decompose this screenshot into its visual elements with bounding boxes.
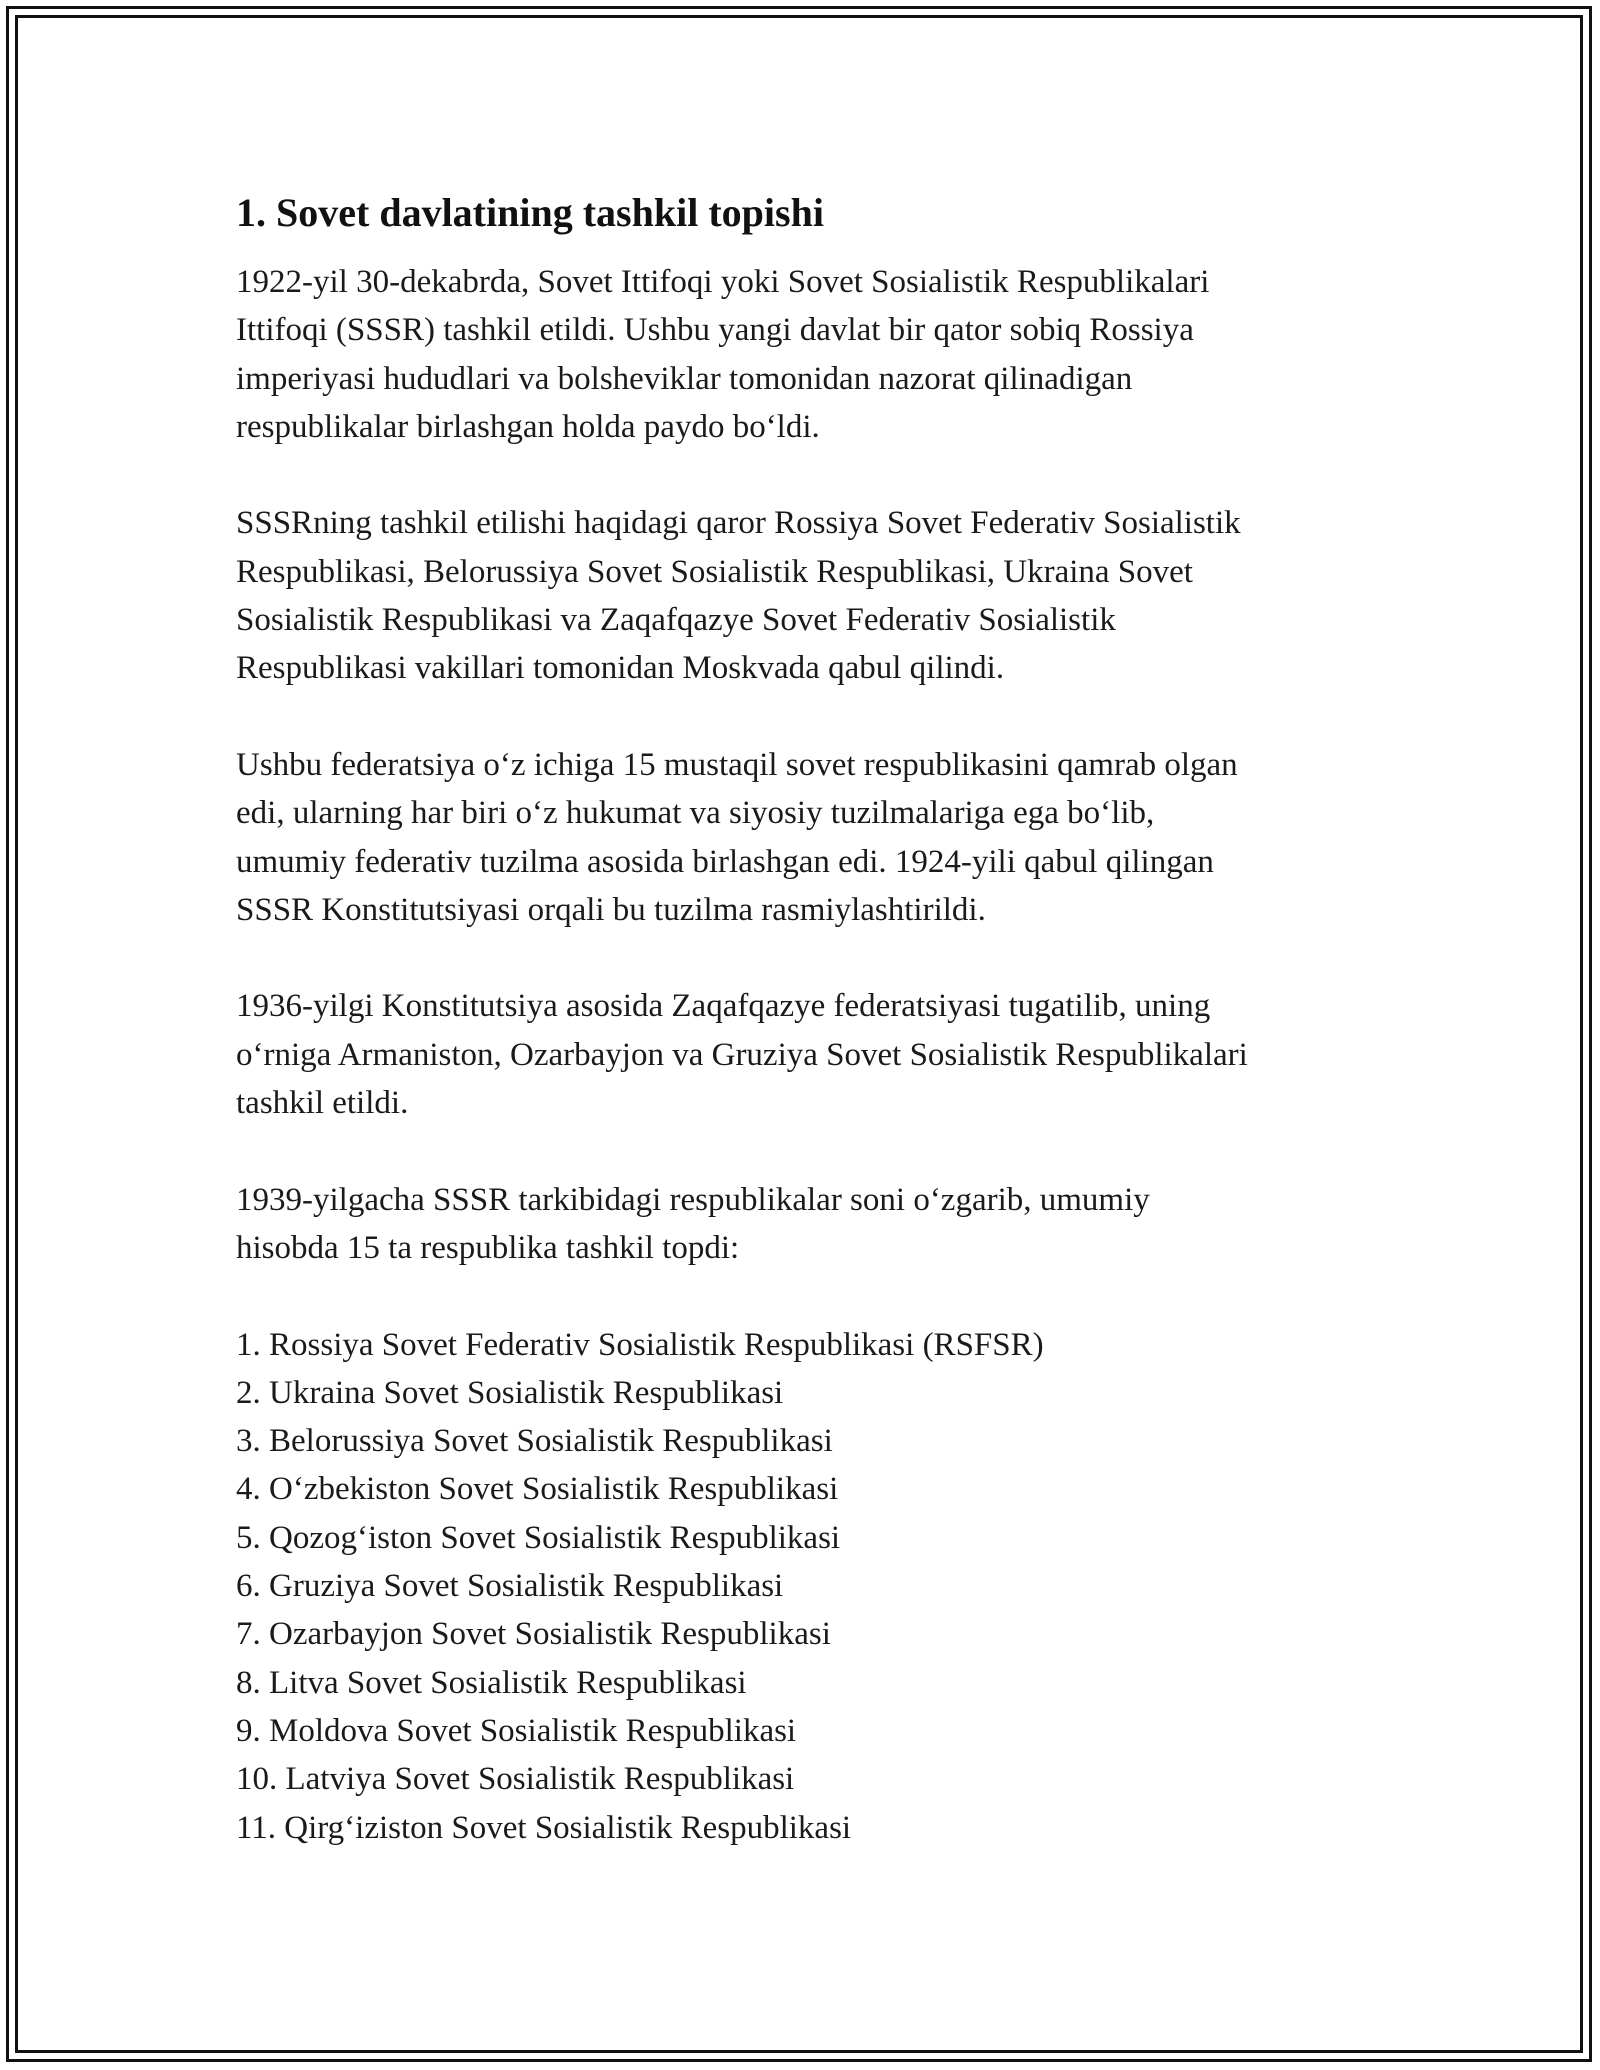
list-item-republic: 11. Qirg‘iziston Sovet Sosialistik Respublikasi [236, 1809, 852, 1846]
list-item-republic: 2. Ukraina Sovet Sosialistik Respublikasi [236, 1374, 784, 1411]
list-item-republic: 4. O‘zbekiston Sovet Sosialistik Respublikasi [236, 1471, 839, 1508]
list-item-republic: 5. Qozog‘iston Sovet Sosialistik Respublikasi [236, 1519, 841, 1556]
section-title: 1. Sovet davlatining tashkil topishi [236, 190, 824, 235]
paragraph-ussr-founding: 1922-yil 30-dekabrda, Sovet Ittifoqi yoki Sovet Sosialistik Respublikalari Ittifoqi (SSSR) tashkil etildi. Ushbu yangi davlat bir qator sobiq Rossiya imperiyasi hududlari va bolsheviklar tomonidan nazorat qilinadigan respublikalar birlashgan holda paydo bo‘ldi. [236, 264, 1210, 445]
document-body [236, 186, 1386, 1852]
republics-list [236, 1321, 1386, 1852]
list-item-republic: 3. Belorussiya Sovet Sosialistik Respublikasi [236, 1423, 833, 1460]
list-item-republic: 9. Moldova Sovet Sosialistik Respublikasi [236, 1712, 797, 1749]
list-item-republic: 8. Litva Sovet Sosialistik Respublikasi [236, 1664, 747, 1701]
list-item-republic: 10. Latviya Sovet Sosialistik Respublikasi [236, 1761, 795, 1798]
paragraph-1939-republics: 1939-yilgacha SSSR tarkibidagi respublikalar soni o‘zgarib, umumiy hisobda 15 ta respublika tashkil topdi: [236, 1181, 1150, 1266]
list-item-republic: 7. Ozarbayjon Sovet Sosialistik Respublikasi [236, 1616, 831, 1653]
list-item-republic: 6. Gruziya Sovet Sosialistik Respublikasi [236, 1568, 784, 1605]
list-item-republic: 1. Rossiya Sovet Federativ Sosialistik Respublikasi (RSFSR) [236, 1326, 1044, 1363]
paragraph-founding-decision: SSSRning tashkil etilishi haqidagi qaror Rossiya Sovet Federativ Sosialistik Respublikasi, Belorussiya Sovet Sosialistik Respublikasi, Ukraina Sovet Sosialistik Respublikasi va Zaqafqazye Sovet Federativ Sosialistik Respublikasi vakillari tomonidan Moskvada qabul qilindi. [236, 505, 1241, 687]
paragraph-federation-structure: Ushbu federatsiya o‘z ichiga 15 mustaqil sovet respublikasini qamrab olgan edi, ularning har biri o‘z hukumat va siyosiy tuzilmalariga ega bo‘lib, umumiy federativ tuzilma asosida birlashgan edi. 1924-yili qabul qilingan SSSR Konstitutsiyasi orqali bu tuzilma rasmiylashtirildi. [236, 746, 1238, 928]
paragraph-1936-constitution: 1936-yilgi Konstitutsiya asosida Zaqafqazye federatsiyasi tugatilib, uning o‘rniga Armaniston, Ozarbayjon va Gruziya Sovet Sosialistik Respublikalari tashkil etildi. [236, 988, 1248, 1122]
